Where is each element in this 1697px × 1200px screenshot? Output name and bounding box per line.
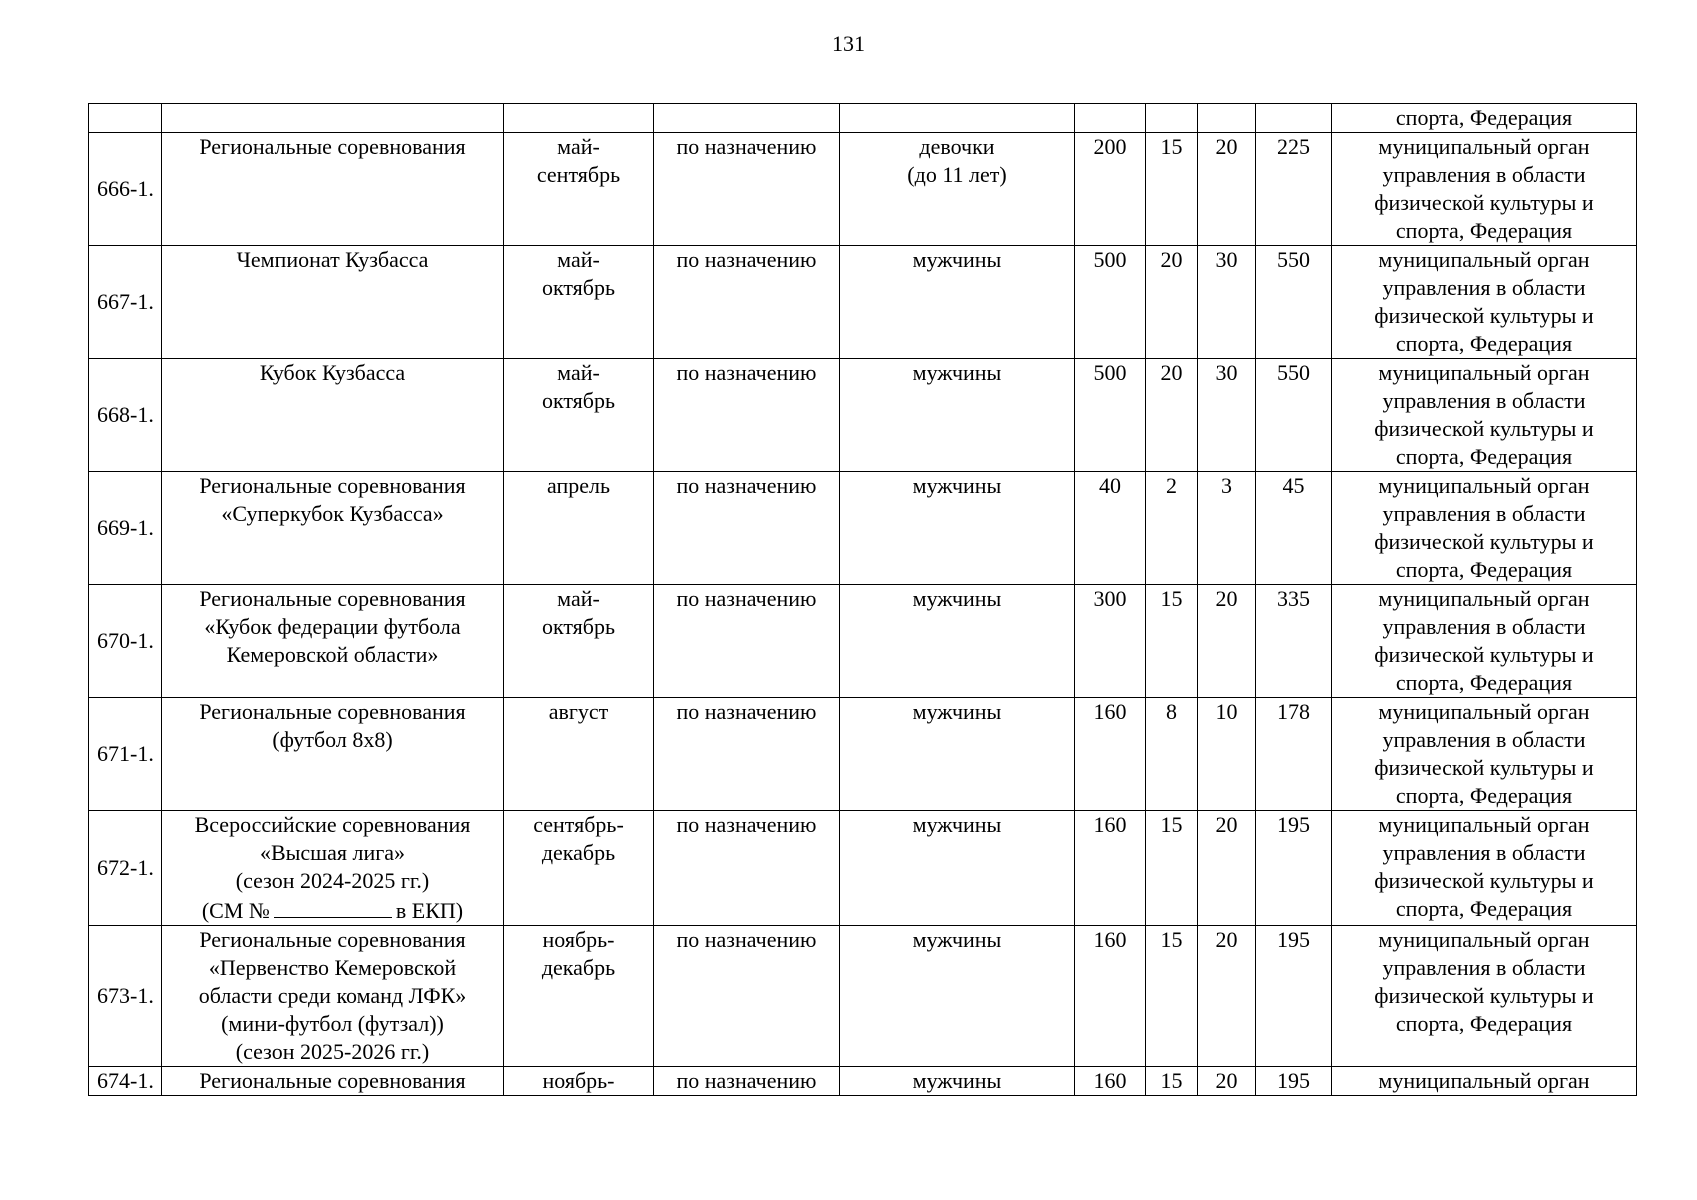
cell-count-3: 20 [1198,926,1256,1067]
table-row [89,585,1637,698]
table-row [89,698,1637,811]
cell-place: по назначению [654,359,840,472]
cell-count-1: 40 [1075,472,1146,585]
table-row [89,359,1637,472]
cell-place: по назначению [654,1067,840,1096]
cell-count-total [1256,104,1332,133]
cell-number: 672-1. [89,811,162,926]
cell-count-2: 15 [1146,133,1198,246]
cell-period: август [504,698,654,811]
cell-organizer: муниципальный орган управления в области физической культуры и спорта, Федерация [1332,472,1637,585]
cell-period: май- октябрь [504,359,654,472]
cell-count-3: 20 [1198,585,1256,698]
cell-event-name [162,811,504,926]
cell-count-3: 30 [1198,359,1256,472]
table-row [89,472,1637,585]
cell-participants: мужчины [840,811,1075,926]
cm-suffix: в ЕКП) [395,898,464,923]
cell-participants: девочки (до 11 лет) [840,133,1075,246]
cell-count-2: 15 [1146,585,1198,698]
cell-number: 671-1. [89,698,162,811]
cell-count-2: 2 [1146,472,1198,585]
cell-event-name: Региональные соревнования «Суперкубок Кузбасса» [162,472,504,585]
cell-count-1: 160 [1075,811,1146,926]
cell-count-3: 30 [1198,246,1256,359]
cell-count-1 [1075,104,1146,133]
cell-count-total: 178 [1256,698,1332,811]
cell-participants: мужчины [840,246,1075,359]
cell-participants: мужчины [840,359,1075,472]
cell-number [89,104,162,133]
cell-count-total: 195 [1256,1067,1332,1096]
cell-count-2 [1146,104,1198,133]
cell-organizer: муниципальный орган [1332,1067,1637,1096]
table-row [89,1067,1637,1096]
cell-place: по назначению [654,698,840,811]
cell-participants: мужчины [840,926,1075,1067]
cell-count-1: 160 [1075,698,1146,811]
cell-count-total: 225 [1256,133,1332,246]
cell-place: по назначению [654,926,840,1067]
cell-participants: мужчины [840,585,1075,698]
cell-event-name: Региональные соревнования [162,1067,504,1096]
cell-place [654,104,840,133]
cell-count-total: 195 [1256,811,1332,926]
cell-place: по назначению [654,811,840,926]
cell-number: 668-1. [89,359,162,472]
cell-period: май- октябрь [504,585,654,698]
cell-count-3: 20 [1198,133,1256,246]
cell-count-total: 195 [1256,926,1332,1067]
cell-number: 669-1. [89,472,162,585]
cell-count-1: 160 [1075,926,1146,1067]
table-row [89,104,1637,133]
cell-period: сентябрь- декабрь [504,811,654,926]
cell-period: ноябрь- [504,1067,654,1096]
cell-period: май- октябрь [504,246,654,359]
cell-participants: мужчины [840,472,1075,585]
event-name-text: Всероссийские соревнования «Высшая лига» (сезон 2024-2025 гг.) [194,812,471,893]
cell-event-name: Региональные соревнования (футбол 8х8) [162,698,504,811]
cell-count-1: 200 [1075,133,1146,246]
cell-count-total: 550 [1256,246,1332,359]
cell-organizer: спорта, Федерация [1332,104,1637,133]
cell-count-1: 160 [1075,1067,1146,1096]
cm-prefix: (СМ № [201,898,270,923]
cell-organizer: муниципальный орган управления в области физической культуры и спорта, Федерация [1332,585,1637,698]
table-row [89,926,1637,1067]
cell-event-name: Чемпионат Кузбасса [162,246,504,359]
events-table-body [89,104,1637,1096]
table-row [89,811,1637,926]
cell-place: по назначению [654,585,840,698]
cell-count-1: 500 [1075,246,1146,359]
cell-event-name: Региональные соревнования «Кубок федерации футбола Кемеровской области» [162,585,504,698]
cell-number: 674-1. [89,1067,162,1096]
cell-count-1: 300 [1075,585,1146,698]
cell-participants: мужчины [840,1067,1075,1096]
cell-organizer: муниципальный орган управления в области физической культуры и спорта, Федерация [1332,359,1637,472]
cell-count-total: 45 [1256,472,1332,585]
cell-count-2: 8 [1146,698,1198,811]
cell-event-name: Кубок Кузбасса [162,359,504,472]
cell-count-2: 15 [1146,1067,1198,1096]
cell-count-2: 15 [1146,926,1198,1067]
cell-count-1: 500 [1075,359,1146,472]
cell-organizer: муниципальный орган управления в области физической культуры и спорта, Федерация [1332,133,1637,246]
cell-event-name [162,104,504,133]
page-number: 131 [832,31,865,56]
cell-count-2: 20 [1146,359,1198,472]
cell-count-3: 10 [1198,698,1256,811]
events-table [88,103,1637,1096]
cm-number-blank [274,895,392,918]
cell-count-2: 20 [1146,246,1198,359]
cell-number: 673-1. [89,926,162,1067]
cell-place: по назначению [654,246,840,359]
cell-place: по назначению [654,133,840,246]
cell-organizer: муниципальный орган управления в области физической культуры и спорта, Федерация [1332,811,1637,926]
cell-number: 670-1. [89,585,162,698]
cell-period: апрель [504,472,654,585]
cell-organizer: муниципальный орган управления в области физической культуры и спорта, Федерация [1332,698,1637,811]
cell-period [504,104,654,133]
cell-count-total: 550 [1256,359,1332,472]
cell-count-2: 15 [1146,811,1198,926]
cell-count-3: 20 [1198,1067,1256,1096]
table-row [89,246,1637,359]
cell-count-total: 335 [1256,585,1332,698]
cell-participants [840,104,1075,133]
cell-organizer: муниципальный орган управления в области физической культуры и спорта, Федерация [1332,926,1637,1067]
cell-period: ноябрь- декабрь [504,926,654,1067]
cell-period: май- сентябрь [504,133,654,246]
cell-organizer: муниципальный орган управления в области физической культуры и спорта, Федерация [1332,246,1637,359]
cell-count-3: 3 [1198,472,1256,585]
cell-number: 666-1. [89,133,162,246]
cell-place: по назначению [654,472,840,585]
cell-count-3 [1198,104,1256,133]
cell-count-3: 20 [1198,811,1256,926]
table-row [89,133,1637,246]
cell-number: 667-1. [89,246,162,359]
cell-event-name: Региональные соревнования «Первенство Кемеровской области среди команд ЛФК» (мини-футбол (футзал)) (сезон 2025-2026 гг.) [162,926,504,1067]
cell-event-name: Региональные соревнования [162,133,504,246]
cell-participants: мужчины [840,698,1075,811]
cm-reference [202,898,463,923]
